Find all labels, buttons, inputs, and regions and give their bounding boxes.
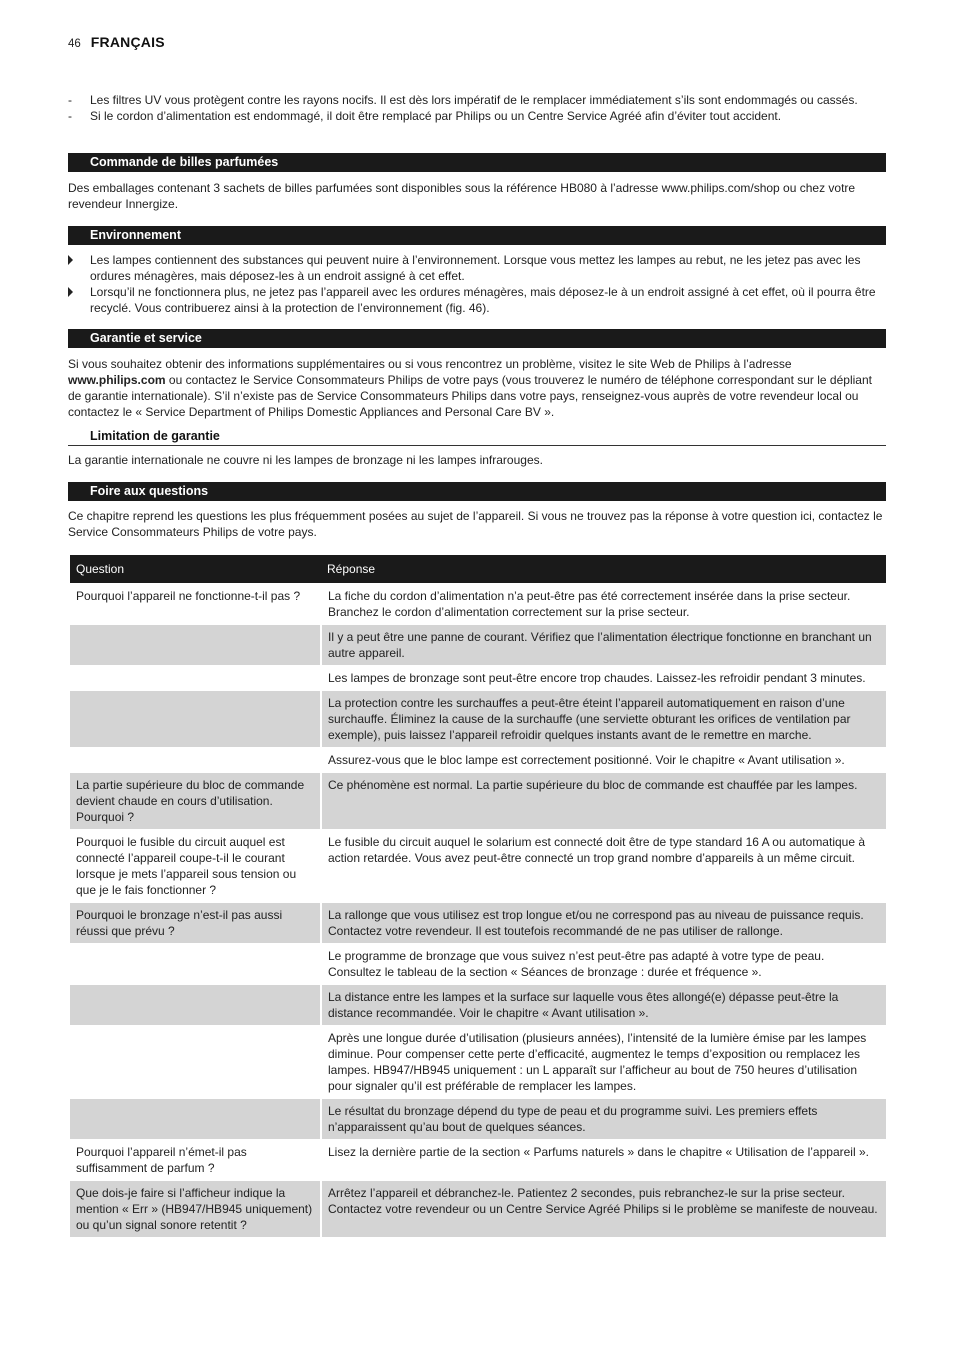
page-header (68, 34, 165, 52)
answer-cell: La distance entre les lampes et la surface sur laquelle vous êtes allongé(e) dépasse peut-être la distance recommandée. Voir le chapitre « Avant utilisation ». (321, 985, 886, 1026)
answer-cell: Le programme de bronzage que vous suivez n’est peut-être pas adapté à votre type de peau. Consultez le tableau de la section « Séances de bronzage : durée et fréquence ». (321, 944, 886, 985)
answer-cell: Les lampes de bronzage sont peut-être encore trop chaudes. Laissez-les refroidir pendant 3 minutes. (321, 666, 886, 691)
table-row (70, 666, 886, 691)
question-cell (70, 985, 321, 1026)
table-row (70, 1181, 886, 1238)
table-row (70, 691, 886, 748)
list-item: Lorsqu’il ne fonctionnera plus, ne jetez pas l’appareil avec les ordures ménagères, mais déposez-le à un endroit assigné à cet effet, où il pourra être recyclé. Vous contribuerez ainsi à la protection de l’environnement (fig. 46). (68, 284, 886, 316)
table-row (70, 625, 886, 666)
table-header-row (70, 555, 886, 584)
section-heading-order: Commande de billes parfumées (68, 153, 886, 172)
faq-table (70, 555, 886, 1237)
table-row (70, 773, 886, 830)
language-title: FRANÇAIS (90, 34, 165, 50)
table-row (70, 1140, 886, 1181)
question-cell: Pourquoi le fusible du circuit auquel est connecté l’appareil coupe-t-il le courant lorsque je mets l’appareil sous tension ou que je le fais fonctionner ? (70, 830, 321, 903)
question-cell: La partie supérieure du bloc de commande devient chaude en cours d’utilisation. Pourquoi ? (70, 773, 321, 830)
table-row (70, 830, 886, 903)
question-cell: Pourquoi le bronzage n’est-il pas aussi réussi que prévu ? (70, 903, 321, 944)
page-number: 46 (68, 38, 81, 50)
question-cell (70, 691, 321, 748)
answer-cell: Après une longue durée d’utilisation (plusieurs années), l’intensité de la lumière émise par les lampes diminue. Pour compenser cette perte d’efficacité, augmentez le temps d’exposition ou remplacez les lampes. HB947/HB945 uniquement : un L apparaît sur l’afficheur au bout de 750 heures d’utilisation pour signaler qu’il est préférable de remplacer les lampes. (321, 1026, 886, 1099)
section-heading-warranty: Garantie et service (68, 329, 886, 348)
limitation-paragraph: La garantie internationale ne couvre ni les lampes de bronzage ni les lampes infrarouges. (68, 453, 543, 467)
question-cell (70, 666, 321, 691)
question-cell (70, 1026, 321, 1099)
answer-cell: Il y a peut être une panne de courant. Vérifiez que l’alimentation électrique fonctionne en branchant un autre appareil. (321, 625, 886, 666)
table-row (70, 903, 886, 944)
list-item: Les lampes contiennent des substances qui peuvent nuire à l’environnement. Lorsque vous mettez les lampes au rebut, ne les jetez pas avec les ordures ménagères, mais déposez-les à un endroit assigné à cet effet. (68, 252, 886, 284)
question-cell (70, 625, 321, 666)
question-cell (70, 944, 321, 985)
answer-cell: Ce phénomène est normal. La partie supérieure du bloc de commande est chauffée par les lampes. (321, 773, 886, 830)
answer-cell: La fiche du cordon d’alimentation n’a peut-être pas été correctement insérée dans la prise secteur. Branchez le cordon d’alimentation correctement sur la prise secteur. (321, 584, 886, 625)
answer-cell: La rallonge que vous utilisez est trop longue et/ou ne correspond pas au niveau de puissance requis. Contactez votre revendeur. Il est toutefois recommandé de ne pas utiliser de rallonge. (321, 903, 886, 944)
question-cell: Pourquoi l’appareil ne fonctionne-t-il pas ? (70, 584, 321, 625)
philips-website-link[interactable]: www.philips.com (68, 373, 166, 387)
section-heading-environment: Environnement (68, 226, 886, 245)
table-row (70, 985, 886, 1026)
answer-cell: Le fusible du circuit auquel le solarium est connecté doit être de type standard 16 A ou automatique à action retardée. Vous avez peut-être connecté un trop grand nombre d’appareils à un même circuit. (321, 830, 886, 903)
table-row (70, 584, 886, 625)
intro-dash-list (68, 92, 886, 124)
section-heading-faq: Foire aux questions (68, 482, 886, 501)
bullet-triangle-icon (68, 255, 73, 265)
order-paragraph: Des emballages contenant 3 sachets de billes parfumées sont disponibles sous la référence HB080 à l’adresse www.philips.com/shop ou chez votre revendeur Innergize. (68, 181, 856, 211)
table-row (70, 1099, 886, 1140)
question-cell: Que dois-je faire si l’afficheur indique la mention « Err » (HB947/HB945 uniquement) ou qu’un signal sonore retentit ? (70, 1181, 321, 1238)
column-header-question: Question (70, 555, 321, 584)
answer-cell: La protection contre les surchauffes a peut-être éteint l’appareil automatiquement en raison d’une surchauffe. Éliminez la cause de la surchauffe (une serviette obturant les orifices de ventilation par exemple), puis laissez l’appareil refroidir quelques instants avant de le remettre en marche. (321, 691, 886, 748)
answer-cell: Arrêtez l’appareil et débranchez-le. Patientez 2 secondes, puis rebranchez-le sur la prise secteur. Contactez votre revendeur ou un Centre Service Agréé Philips si le problème se manifeste de nouveau. (321, 1181, 886, 1238)
list-item: - Les filtres UV vous protègent contre les rayons nocifs. Il est dès lors impératif de le remplacer immédiatement s’ils sont endommagés ou cassés. (68, 93, 858, 107)
answer-cell: Assurez-vous que le bloc lampe est correctement positionné. Voir le chapitre « Avant utilisation ». (321, 748, 886, 773)
faq-paragraph: Ce chapitre reprend les questions les plus fréquemment posées au sujet de l’appareil. Si vous ne trouvez pas la réponse à votre question ici, contactez le Service Consommateurs Philips de votre pays. (68, 509, 883, 539)
table-row (70, 944, 886, 985)
table-row (70, 1026, 886, 1099)
answer-cell: Lisez la dernière partie de la section « Parfums naturels » dans le chapitre « Utilisation de l’appareil ». (321, 1140, 886, 1181)
table-row (70, 748, 886, 773)
list-item: - Si le cordon d’alimentation est endommagé, il doit être remplacé par Philips ou un Centre Service Agréé afin d’éviter tout accident. (68, 109, 782, 123)
subsection-heading-limitation: Limitation de garantie (68, 428, 886, 446)
warranty-paragraph: Si vous souhaitez obtenir des informations supplémentaires ou si vous rencontrez un problème, visitez le site Web de Philips à l’adresse www.philips.com ou contactez le Service Consommateurs Philips de votre pays (vous trouverez le numéro de téléphone correspondant sur le dépliant de garantie internationale). S’il n’existe pas de Service Consommateurs Philips dans votre pays, renseignez-vous auprès de votre revendeur local ou contactez le « Service Department of Philips Domestic Appliances and Personal Care BV ». (68, 357, 872, 419)
environment-bullet-list (68, 252, 886, 316)
column-header-answer: Réponse (321, 555, 886, 584)
bullet-triangle-icon (68, 287, 73, 297)
question-cell: Pourquoi l’appareil n’émet-il pas suffisamment de parfum ? (70, 1140, 321, 1181)
answer-cell: Le résultat du bronzage dépend du type de peau et du programme suivi. Les premiers effets n’apparaissent qu’au bout de quelques séances. (321, 1099, 886, 1140)
question-cell (70, 1099, 321, 1140)
question-cell (70, 748, 321, 773)
